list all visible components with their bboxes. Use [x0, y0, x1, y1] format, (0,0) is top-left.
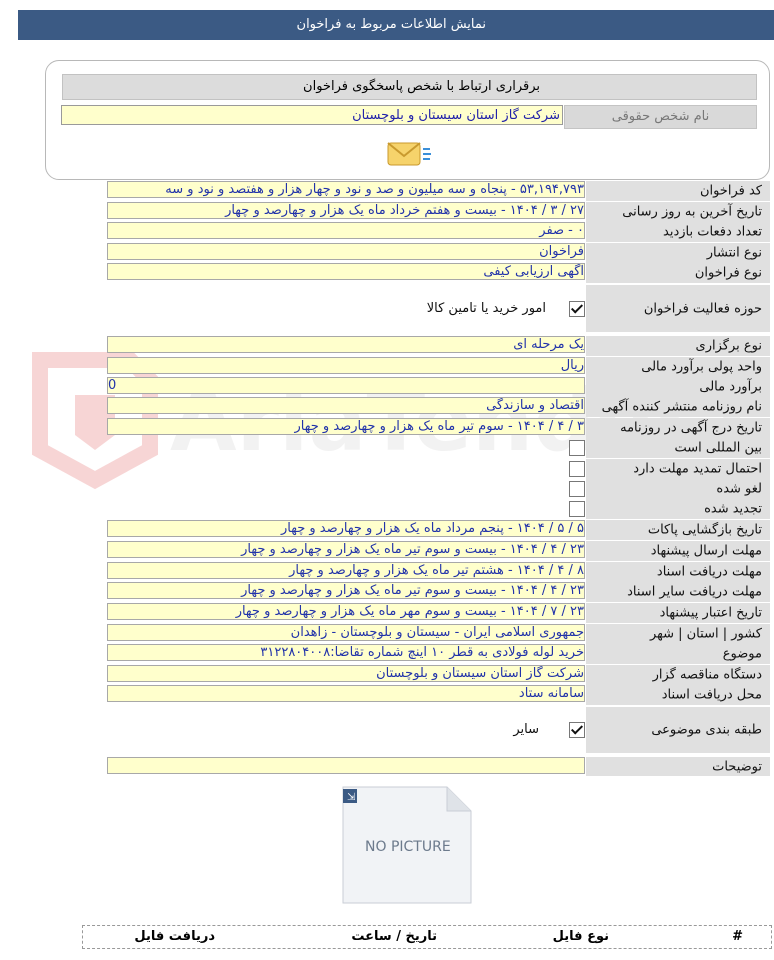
field-value: 0: [107, 377, 585, 394]
field-value: جمهوری اسلامی ایران - سیستان و بلوچستان - زاهدان: [107, 624, 585, 641]
field-row: [107, 263, 770, 283]
field-row: [107, 624, 770, 644]
field-label: تاریخ اعتبار پیشنهاد: [659, 605, 762, 621]
field-label: تاریخ آخرین به روز رسانی: [622, 204, 762, 220]
field-value: یک مرحله ای: [107, 336, 585, 353]
field-row: [107, 222, 770, 242]
activity-option-label: امور خرید یا تامین کالا: [426, 301, 546, 316]
check-label: بین المللی است: [674, 440, 762, 456]
field-row: [107, 418, 770, 438]
field-label: محل دریافت اسناد: [661, 687, 762, 703]
field-row: [107, 562, 770, 582]
field-label: کد فراخوان: [699, 183, 762, 199]
category-checkbox[interactable]: [569, 722, 585, 738]
field-label: تاریخ بازگشایی پاکات: [647, 522, 762, 538]
field-row: [107, 665, 770, 685]
field-value: اقتصاد و سازندگی: [107, 397, 585, 414]
field-value: ۰ - صفر: [107, 222, 585, 239]
field-value: فراخوان: [107, 243, 585, 260]
files-table-header: [82, 925, 772, 949]
field-label: تاریخ درج آگهی در روزنامه: [620, 420, 762, 436]
field-row: [107, 243, 770, 263]
legal-person-label: نام شخص حقوقی: [564, 105, 757, 129]
field-label: مهلت دریافت سایر اسناد: [627, 584, 762, 600]
field-label: کشور | استان | شهر: [649, 626, 762, 642]
category-label: طبقه بندی موضوعی: [651, 722, 762, 738]
activity-checkbox[interactable]: [569, 301, 585, 317]
category-option-label: سایر: [513, 722, 539, 737]
field-row: [107, 202, 770, 222]
no-picture-image[interactable]: [337, 785, 477, 905]
field-row: [107, 181, 770, 201]
field-row: [107, 541, 770, 561]
field-label: نوع فراخوان: [694, 265, 762, 281]
field-label: برآورد مالی: [699, 379, 762, 395]
field-value: آگهی ارزیابی کیفی: [107, 263, 585, 280]
field-row: [107, 582, 770, 602]
field-label: مهلت دریافت اسناد: [656, 564, 762, 580]
checkbox[interactable]: [569, 501, 585, 517]
activity-label: حوزه فعالیت فراخوان: [643, 301, 762, 316]
col-number: #: [732, 929, 743, 944]
field-row: [107, 377, 770, 397]
check-row: [107, 499, 770, 519]
check-row: [107, 459, 770, 479]
field-value: ریال: [107, 357, 585, 374]
check-label: احتمال تمدید مهلت دارد: [633, 461, 762, 477]
checkbox[interactable]: [569, 461, 585, 477]
field-label: نوع انتشار: [706, 245, 762, 261]
contact-panel: [45, 60, 770, 180]
check-row: [107, 479, 770, 499]
notes-value: [107, 757, 585, 774]
field-row: [107, 603, 770, 623]
field-value: سامانه ستاد: [107, 685, 585, 702]
field-value: ۸ / ۴ / ۱۴۰۴ - هشتم تیر ماه یک هزار و چهارصد و چهار: [107, 562, 585, 579]
col-file-type: نوع فایل: [552, 929, 609, 944]
no-picture-text: NO PICTURE: [365, 839, 451, 855]
field-value: ۳ / ۴ / ۱۴۰۴ - سوم تیر ماه یک هزار و چهارصد و چهار: [107, 418, 585, 435]
field-value: شرکت گاز استان سیستان و بلوچستان: [107, 665, 585, 682]
check-row: [107, 438, 770, 458]
checkbox[interactable]: [569, 440, 585, 456]
field-value: ۲۳ / ۴ / ۱۴۰۴ - بیست و سوم تیر ماه یک هزار و چهارصد و چهار: [107, 541, 585, 558]
field-value: ۲۳ / ۴ / ۱۴۰۴ - بیست و سوم تیر ماه یک هزار و چهارصد و چهار: [107, 582, 585, 599]
field-value: ۵ / ۵ / ۱۴۰۴ - پنجم مرداد ماه یک هزار و چهارصد و چهار: [107, 520, 585, 537]
col-date-time: تاریخ / ساعت: [351, 929, 437, 944]
notes-row: [107, 757, 770, 776]
legal-person-value: شرکت گاز استان سیستان و بلوچستان: [61, 105, 563, 125]
field-label: دستگاه مناقصه گزار: [652, 667, 762, 683]
field-row: [107, 685, 770, 705]
notes-label: توضیحات: [712, 759, 762, 774]
checkbox[interactable]: [569, 481, 585, 497]
contact-responder-button[interactable]: [62, 74, 757, 100]
field-value: ۲۷ / ۳ / ۱۴۰۴ - بیست و هفتم خرداد ماه یک هزار و چهارصد و چهار: [107, 202, 585, 219]
field-label: نوع برگزاری: [695, 338, 762, 354]
field-value: ۲۳ / ۷ / ۱۴۰۴ - بیست و سوم مهر ماه یک هزار و چهارصد و چهار: [107, 603, 585, 620]
field-row: [107, 357, 770, 377]
page-title: نمایش اطلاعات مربوط به فراخوان: [296, 17, 486, 32]
contact-responder-label: برقراری ارتباط با شخص پاسخگوی فراخوان: [303, 79, 540, 94]
field-row: [107, 644, 770, 664]
field-label: مهلت ارسال پیشنهاد: [650, 543, 762, 559]
field-row: [107, 336, 770, 356]
field-row: [107, 520, 770, 540]
field-label: تعداد دفعات بازدید: [663, 224, 762, 240]
svg-text:⇲: ⇲: [347, 792, 356, 803]
check-label: تجدید شده: [704, 501, 762, 517]
envelope-icon[interactable]: [386, 137, 432, 171]
field-row: [107, 397, 770, 417]
field-label: نام روزنامه منتشر کننده آگهی: [601, 399, 762, 415]
col-download: دریافت فایل: [134, 929, 215, 944]
page-header: [18, 10, 774, 40]
check-label: لغو شده: [716, 481, 762, 497]
field-label: موضوع: [722, 646, 762, 662]
field-label: واحد پولی برآورد مالی: [641, 359, 762, 375]
field-value: ۵۳,۱۹۴,۷۹۳ - پنجاه و سه میلیون و صد و نود و چهار هزار و هفتصد و نود و سه: [107, 181, 585, 198]
field-value: خرید لوله فولادی به قطر ۱۰ اینچ شماره تقاضا:۳۱۲۲۸۰۴۰۰۸: [107, 644, 585, 661]
activity-row: [107, 285, 770, 332]
category-row: [107, 707, 770, 753]
